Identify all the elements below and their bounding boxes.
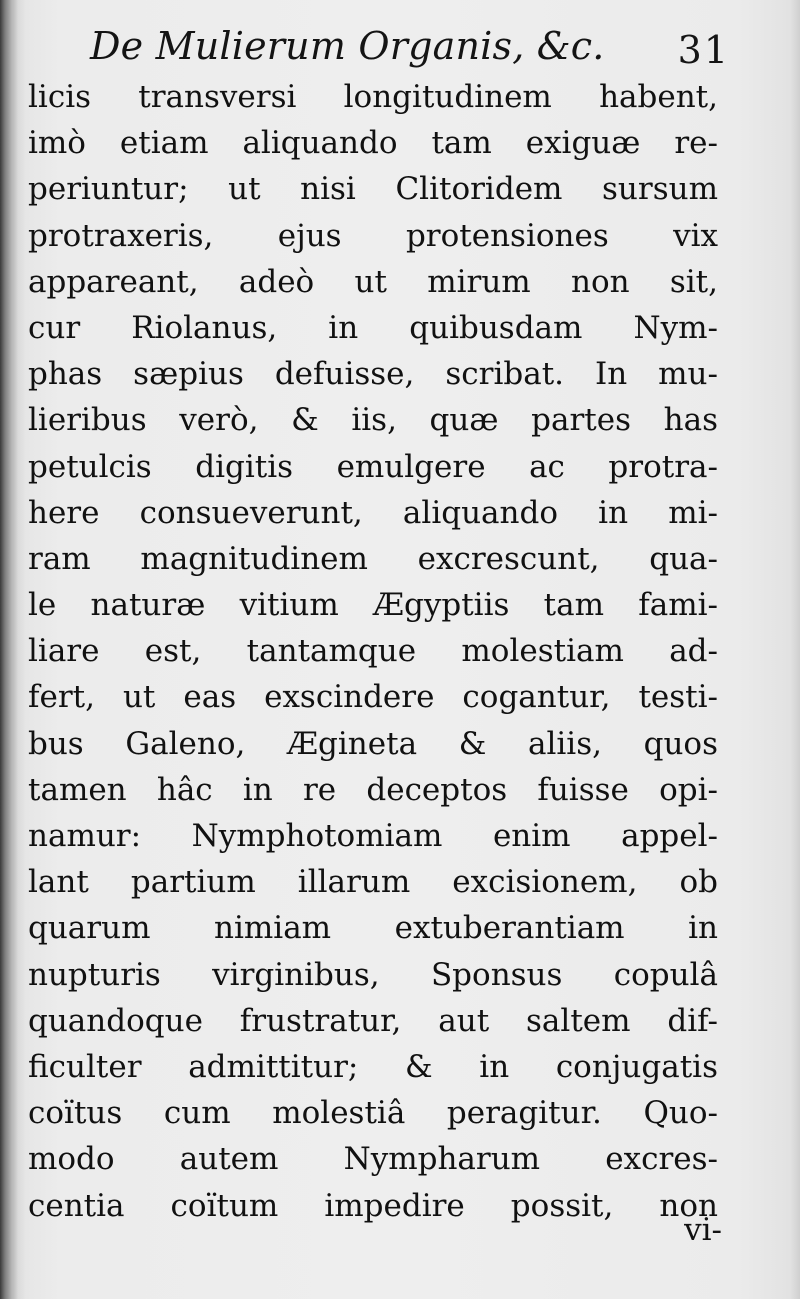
text-line: lieribus verò, & iis, quæ partes has bbox=[28, 402, 718, 439]
text-line: modo autem Nympharum excres- bbox=[28, 1141, 718, 1178]
text-line: liare est, tantamque molestiam ad- bbox=[28, 633, 718, 670]
text-line: protraxeris, ejus protensiones vix bbox=[28, 217, 718, 254]
text-line: quarum nimiam extuberantiam in bbox=[28, 910, 718, 947]
text-line: ram magnitudinem excrescunt, qua- bbox=[28, 540, 718, 577]
text-line: quandoque frustratur, aut saltem dif- bbox=[28, 1002, 718, 1039]
text-line: licis transversi longitudinem habent, bbox=[28, 79, 718, 115]
text-line: appareant, adeò ut mirum non sit, bbox=[28, 263, 718, 300]
text-line: cur Riolanus, in quibusdam Nym- bbox=[28, 309, 718, 346]
text-line: periuntur; ut nisi Clitoridem sursum bbox=[28, 171, 718, 208]
text-line: phas sæpius defuisse, scribat. In mu- bbox=[28, 356, 718, 393]
text-line: tamen hâc in re deceptos fuisse opi- bbox=[28, 771, 718, 808]
text-line: centia coïtum impedire possit, non bbox=[28, 1187, 718, 1224]
text-line: coïtus cum molestiâ peragitur. Quo- bbox=[28, 1095, 718, 1132]
text-line: ficulter admittitur; & in conjugatis bbox=[28, 1048, 718, 1085]
text-line: lant partium illarum excisionem, ob bbox=[28, 864, 718, 901]
body-text bbox=[28, 74, 718, 1229]
text-line: fert, ut eas exscindere cogantur, testi- bbox=[28, 679, 718, 716]
text-line: le naturæ vitium Ægyptiis tam fami- bbox=[28, 587, 718, 624]
page-number: 31 bbox=[677, 28, 730, 72]
catchword: vi- bbox=[684, 1212, 722, 1248]
text-line: bus Galeno, Ægineta & aliis, quos bbox=[28, 725, 718, 762]
binding-gutter bbox=[0, 0, 18, 1299]
text-line: petulcis digitis emulgere ac protra- bbox=[28, 448, 718, 485]
running-header bbox=[90, 14, 730, 74]
running-title: De Mulierum Organis, &c. bbox=[90, 24, 605, 68]
text-line: namur: Nymphotomiam enim appel- bbox=[28, 818, 718, 854]
text-line: here consueverunt, aliquando in mi- bbox=[28, 494, 718, 531]
text-line: nupturis virginibus, Sponsus copulâ bbox=[28, 956, 718, 993]
text-line: imò etiam aliquando tam exiguæ re- bbox=[28, 125, 718, 162]
